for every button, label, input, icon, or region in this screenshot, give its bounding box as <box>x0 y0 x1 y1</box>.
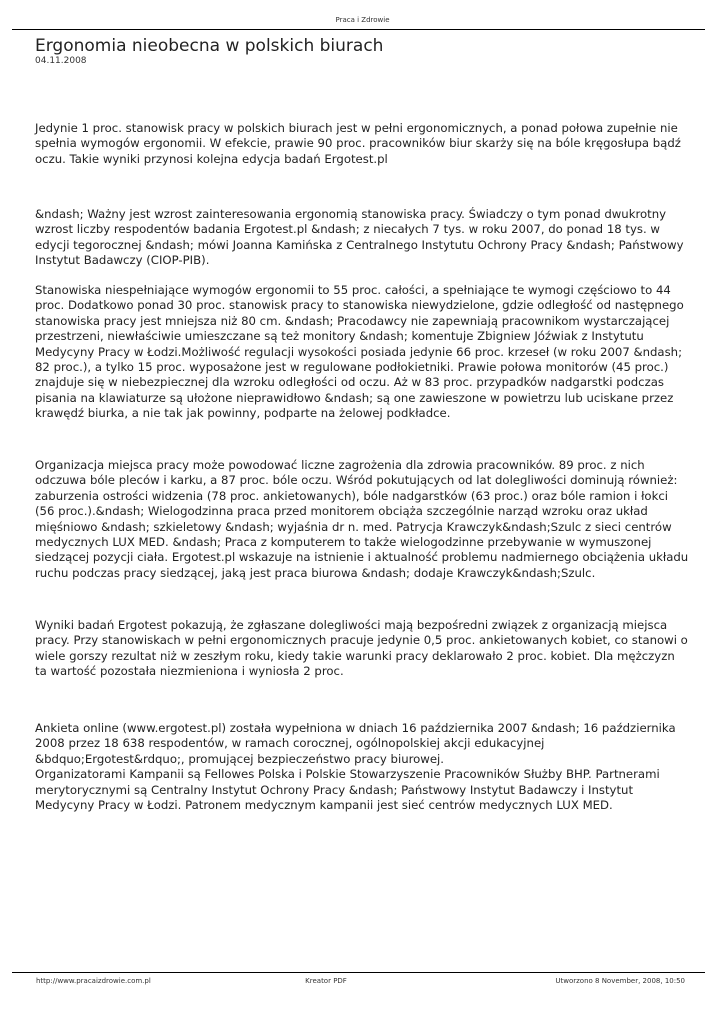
footer-divider <box>12 972 705 973</box>
article-paragraph-1: Jedynie 1 proc. stanowisk pracy w polskich biurach jest w pełni ergonomicznych, a ponad połowa zupełnie nie spełnia wymogów ergonomii. W efekcie, prawie 90 proc. pracowników biur skarży się na bóle kręgosłupa bądź oczu. Takie wyniki przynosi kolejna edycja badań Ergotest.pl <box>35 121 681 166</box>
footer-generator: Kreator PDF <box>305 977 347 985</box>
footer-created-date: Utworzono 8 November, 2008, 10:50 <box>555 977 685 985</box>
article-paragraph-3: Stanowiska niespełniające wymogów ergonomii to 55 proc. całości, a spełniające te wymogi częściowo to 44 proc. Dodatkowo ponad 30 proc. stanowisk pracy to stanowiska niewydzielone, gdzie odległość od następnego stanowiska pracy jest mniejsza niż 80 cm. &ndash; Pracodawcy nie zapewniają pracownikom wystarczającej przestrzeni, niewłaściwie umieszczane są też monitory &ndash; komentuje Zbigniew Jóźwiak z Instytutu Medycyny Pracy w Łodzi.Możliwość regulacji wysokości posiada jedynie 66 proc. krzeseł (w roku 2007 &ndash; 82 proc.), a tylko 15 proc. wyposażone jest w regulowane podłokietniki. Prawie połowa monitorów (45 proc.) znajduje się w niebezpiecznej dla wzroku odległości od oczu. Aż w 83 proc. przypadków nadgarstki podczas pisania na klawiaturze są ułożone nieprawidłowo &ndash; są one zawieszone w powietrzu lub uciskane przez krawędź biurka, a nie tak jak powinny, podparte na żelowej podkładce. <box>35 283 684 421</box>
article-paragraph-2: &ndash; Ważny jest wzrost zainteresowania ergonomią stanowiska pracy. Świadczy o tym ponad dwukrotny wzrost liczby respodentów badania Ergotest.pl &ndash; z niecałych 7 tys. w roku 2007, do ponad 18 tys. w edycji tegorocznej &ndash; mówi Joanna Kamińska z Centralnego Instytutu Ochrony Pracy &ndash; Państwowy Instytut Badawczy (CIOP-PIB). <box>35 207 684 268</box>
site-header: Praca i Zdrowie <box>335 16 390 24</box>
article-date: 04.11.2008 <box>35 56 87 66</box>
article-title: Ergonomia nieobecna w polskich biurach <box>35 36 384 56</box>
article-paragraph-5: Wyniki badań Ergotest pokazują, że zgłaszane dolegliwości mają bezpośredni związek z organizacją miejsca pracy. Przy stanowiskach w pełni ergonomicznych pracuje jedynie 0,5 proc. ankietowanych kobiet, co stanowi o wiele gorszy rezultat niż w zeszłym roku, kiedy takie warunki pracy deklarowało 2 proc. kobiet. Dla mężczyzn ta wartość pozostała niezmieniona i wyniosła 2 proc. <box>35 618 688 679</box>
footer-url[interactable]: http://www.pracaizdrowie.com.pl <box>36 977 151 985</box>
article-paragraph-6: Ankieta online (www.ergotest.pl) została wypełniona w dniach 16 października 2007 &ndash; 16 października 2008 przez 18 638 respodentów, w ramach corocznej, ogólnopolskiej akcji edukacyjnej &bdquo;Ergotest&rdquo;, promującej bezpieczeństwo pracy biurowej. Organizatorami Kampanii są Fellowes Polska i Polskie Stowarzyszenie Pracowników Służby BHP. Partnerami merytorycznymi są Centralny Instytut Ochrony Pracy &ndash; Państwowy Instytut Badawczy i Instytut Medycyny Pracy w Łodzi. Patronem medycznym kampanii jest sieć centrów medycznych LUX MED. <box>35 721 676 813</box>
article-paragraph-4: Organizacja miejsca pracy może powodować liczne zagrożenia dla zdrowia pracowników. 89 proc. z nich odczuwa bóle pleców i karku, a 87 proc. bóle oczu. Wśród pokutujących od lat dolegliwości dominują również: zaburzenia ostrości widzenia (78 proc. ankietowanych), bóle nadgarstków (63 proc.) oraz bóle ramion i łokci (56 proc.).&ndash; Wielogodzinna praca przed monitorem obciąża szczególnie narząd wzroku oraz układ mięśniowo &ndash; szkieletowy &ndash; wyjaśnia dr n. med. Patrycja Krawczyk&ndash;Szulc z sieci centrów medycznych LUX MED. &ndash; Praca z komputerem to także wielogodzinne przebywanie w wymuszonej siedzącej pozycji ciała. Ergotest.pl wskazuje na istnienie i aktualność problemu nadmiernego obciążenia układu ruchu podczas pracy siedzącej, jaką jest praca biurowa &ndash; dodaje Krawczyk&ndash;Szulc. <box>35 458 689 580</box>
header-divider <box>12 29 705 30</box>
